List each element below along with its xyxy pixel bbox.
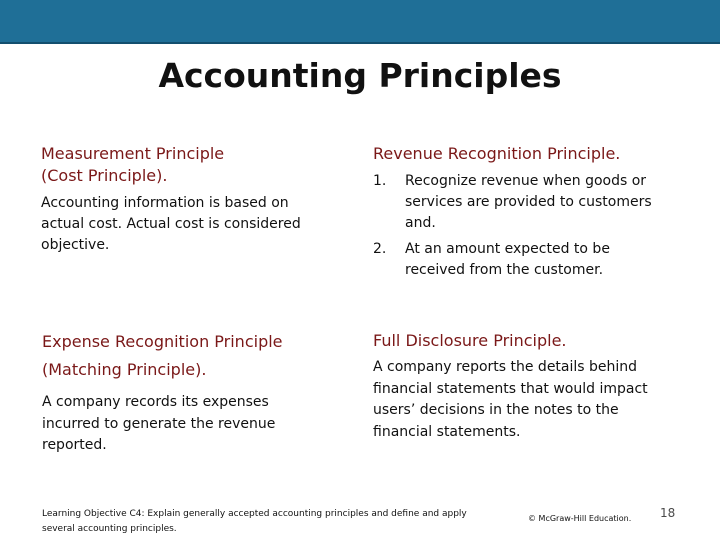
list-item-text: Recognize revenue when goods or services are provided to customers and. (405, 173, 652, 231)
list-item-number: 2. (373, 241, 387, 257)
expense-recognition-block (42, 328, 322, 457)
learning-objective-footer: Learning Objective C4: Explain generally accepted accounting principles and define and apply several accounting principles. (42, 509, 467, 534)
revenue-list (373, 171, 673, 281)
expense-body: A company records its expenses incurred to generate the revenue reported. (42, 394, 276, 453)
list-item (373, 239, 673, 281)
copyright-notice: © McGraw-Hill Education. (528, 514, 632, 523)
expense-heading-line2: (Matching Principle). (42, 360, 207, 379)
list-item-number: 1. (373, 173, 387, 189)
measurement-body: Accounting information is based on actual cost. Actual cost is considered objective. (41, 195, 301, 253)
page-number: 18 (660, 506, 676, 520)
revenue-recognition-block (373, 143, 673, 281)
slide-title: Accounting Principles (158, 56, 562, 95)
header-bar (0, 0, 720, 44)
disclosure-heading: Full Disclosure Principle. (373, 331, 567, 350)
measurement-principle-block (41, 143, 331, 256)
revenue-heading: Revenue Recognition Principle. (373, 144, 621, 163)
disclosure-body: A company reports the details behind financial statements that would impact users’ decisions in the notes to the financial statements. (373, 359, 648, 440)
full-disclosure-block (373, 328, 673, 443)
expense-heading-line1: Expense Recognition Principle (42, 332, 283, 351)
list-item (373, 171, 673, 234)
list-item-text: At an amount expected to be received from the customer. (405, 241, 610, 278)
measurement-heading-line2: (Cost Principle). (41, 166, 168, 185)
measurement-heading-line1: Measurement Principle (41, 144, 225, 163)
